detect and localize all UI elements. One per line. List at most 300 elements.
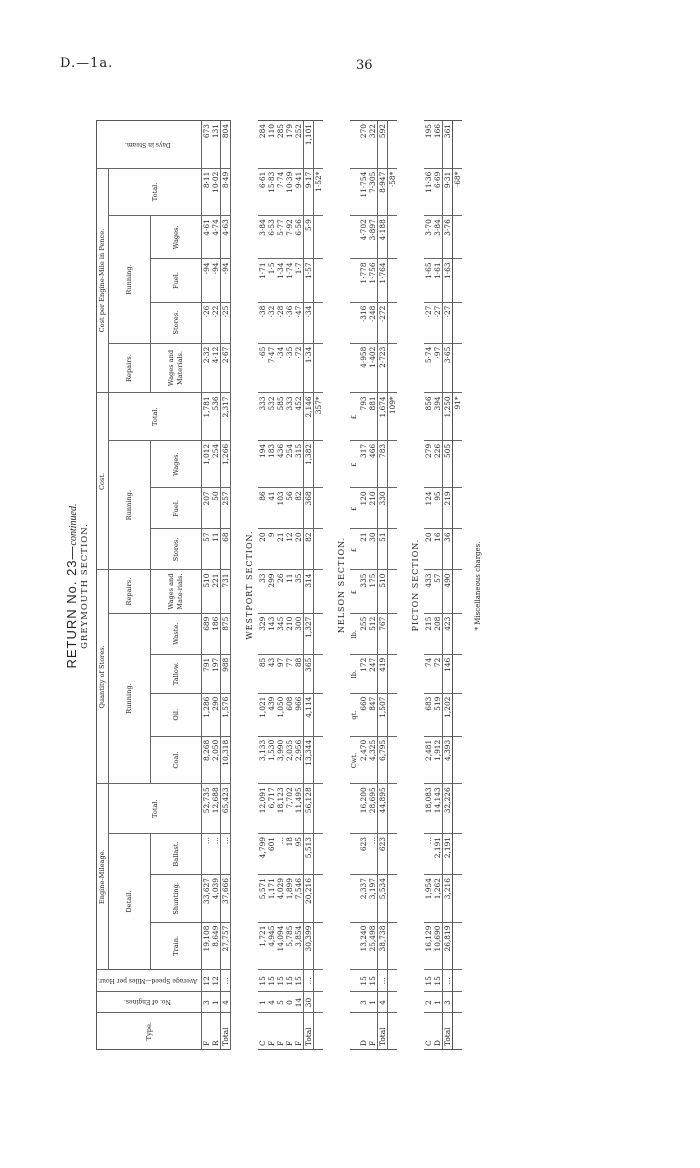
- unit-cell: [350, 922, 359, 970]
- total-row-cell: 3·76: [442, 216, 452, 259]
- table-row-cell: ·316: [359, 302, 368, 343]
- total-row-cell: 804: [221, 121, 231, 169]
- table-row-cell: 333: [258, 393, 267, 441]
- total-sub-row-label: [387, 1013, 397, 1050]
- total-row: [221, 121, 231, 1050]
- table-row-cell: 1·34: [276, 259, 285, 302]
- table-row-cell: 16,200: [359, 784, 368, 834]
- table-row: [433, 121, 443, 1050]
- table-row-cell: 143: [267, 613, 276, 654]
- total-row-cell: ·272: [377, 302, 387, 343]
- total-row-cell: 361: [442, 121, 452, 169]
- unit-cell: [350, 343, 359, 393]
- table-row-cell: 10·02: [211, 168, 221, 216]
- table-row-cell: 1,530: [267, 736, 276, 784]
- table-row-cell: 608: [285, 693, 294, 736]
- table-row-cell: 856: [424, 393, 433, 441]
- group-engine-mileage: Engine-Mileage.: [97, 784, 109, 970]
- total-sub-row-cell: 91*: [452, 393, 462, 441]
- table-row-cell: 847: [368, 693, 378, 736]
- table-row-cell: ·28: [276, 302, 285, 343]
- total-row-cell: 875: [221, 613, 231, 654]
- table-row-cell: 11,495: [294, 784, 304, 834]
- table-row-cell: 2,035: [285, 736, 294, 784]
- total-sub-row-cell: 109*: [387, 393, 397, 441]
- table-row-cell: 33: [258, 570, 267, 613]
- table-row-cell: 19,108: [202, 922, 211, 970]
- table-row: [285, 121, 294, 1050]
- table-row-label: D: [433, 1013, 443, 1050]
- total-row-cell: 257: [221, 488, 231, 529]
- spacer: [397, 121, 405, 1050]
- table-row-cell: 6·69: [433, 168, 443, 216]
- table-body: [202, 121, 470, 1050]
- total-row-cell: 38,738: [377, 922, 387, 970]
- table-row-cell: 1,899: [285, 875, 294, 923]
- title-italic: continued.: [68, 503, 79, 546]
- total-sub-row-cell: [452, 259, 462, 302]
- table-row-cell: 7,546: [294, 875, 304, 923]
- total-sub-row-cell: [313, 488, 323, 529]
- total-row-cell: ...: [221, 834, 231, 875]
- total-sub-row-cell: [452, 970, 462, 992]
- total-sub-row-cell: [387, 922, 397, 970]
- unit-cell: [350, 216, 359, 259]
- table-row-cell: 1·74: [285, 259, 294, 302]
- table-row-cell: 194: [258, 440, 267, 488]
- unit-cell: [350, 121, 359, 169]
- table-row-cell: 8·11: [202, 168, 211, 216]
- table-row-cell: 5,571: [258, 875, 267, 923]
- total-sub-row-cell: [387, 693, 397, 736]
- group-cost: Cost.: [97, 393, 109, 570]
- unit-cell: [350, 302, 359, 343]
- table-row-cell: 2,481: [424, 736, 433, 784]
- total-row-label: Total: [303, 1013, 313, 1050]
- total-sub-row-cell: [387, 784, 397, 834]
- unit-cell: £: [350, 393, 359, 441]
- table-row-cell: 12,688: [211, 784, 221, 834]
- total-row-cell: 1·57: [303, 259, 313, 302]
- table-row-cell: 10,690: [433, 922, 443, 970]
- total-row-cell: 1,507: [377, 693, 387, 736]
- table-row-cell: 41: [267, 488, 276, 529]
- total-row-cell: 1,576: [221, 693, 231, 736]
- total-row-cell: 30: [303, 991, 313, 1013]
- table-row: [424, 121, 433, 1050]
- table-row-cell: 1·71: [258, 259, 267, 302]
- table-row-cell: 439: [267, 693, 276, 736]
- col-cpm-wages: Wages.: [151, 216, 202, 259]
- total-sub-row-cell: [313, 693, 323, 736]
- table-title: [64, 116, 79, 1056]
- table-row-cell: ·65: [258, 343, 267, 393]
- total-sub-row-cell: [313, 216, 323, 259]
- col-coal: Coal.: [151, 736, 202, 784]
- rotated-table-block: [60, 116, 660, 1056]
- unit-cell: [350, 259, 359, 302]
- total-row-cell: 5,513: [303, 834, 313, 875]
- total-sub-row-cell: [387, 613, 397, 654]
- section-heading: [405, 121, 424, 1050]
- table-row-cell: 16,129: [424, 922, 433, 970]
- table-row-cell: 6·53: [267, 216, 276, 259]
- group-quantity-stores: Quantity of Stores.: [97, 570, 109, 784]
- table-row-cell: 2·32: [202, 343, 211, 393]
- total-row: [377, 121, 387, 1050]
- table-row-cell: 510: [202, 570, 211, 613]
- table-row-cell: 16: [433, 529, 443, 570]
- table-row-cell: ...: [368, 834, 378, 875]
- total-sub-row-cell: [452, 736, 462, 784]
- table-row: [211, 121, 221, 1050]
- table-row-cell: 1: [258, 991, 267, 1013]
- table-row: [258, 121, 267, 1050]
- table-row-cell: 791: [202, 654, 211, 693]
- table-row-cell: ·36: [285, 302, 294, 343]
- table-row-cell: 1: [433, 991, 443, 1013]
- total-row-cell: ...: [442, 970, 452, 992]
- table-row-cell: 1: [368, 991, 378, 1013]
- table-row-cell: 11: [211, 529, 221, 570]
- table-row-cell: 15: [267, 970, 276, 992]
- spacer: [323, 121, 331, 1050]
- table-row-cell: 215: [424, 613, 433, 654]
- table-row-cell: 57: [433, 570, 443, 613]
- table-row-cell: 322: [368, 121, 378, 169]
- total-row-cell: 2,317: [221, 393, 231, 441]
- total-row-cell: 56,128: [303, 784, 313, 834]
- total-row-cell: 37,666: [221, 875, 231, 923]
- table-row-cell: 255: [359, 613, 368, 654]
- table-row: [202, 121, 211, 1050]
- table-row-cell: 285: [276, 121, 285, 169]
- total-row-cell: 365: [303, 654, 313, 693]
- table-row-cell: 673: [202, 121, 211, 169]
- table-row-cell: 210: [285, 613, 294, 654]
- table-row-cell: 8,268: [202, 736, 211, 784]
- total-sub-row-cell: [452, 570, 462, 613]
- table-row-cell: 172: [359, 654, 368, 693]
- col-type: Type.: [97, 1013, 202, 1050]
- total-row-label: Total: [442, 1013, 452, 1050]
- table-row-cell: 88: [294, 654, 304, 693]
- table-row-cell: 2,470: [359, 736, 368, 784]
- total-row: [442, 121, 452, 1050]
- total-sub-row-cell: [387, 991, 397, 1013]
- group-cpm-running: Running.: [109, 216, 151, 343]
- table-row-cell: 3·897: [368, 216, 378, 259]
- total-sub-row-cell: [387, 834, 397, 875]
- table-row-cell: 4·958: [359, 343, 368, 393]
- total-row-cell: 783: [377, 440, 387, 488]
- table-row-cell: 601: [267, 834, 276, 875]
- table-row-label: F: [285, 1013, 294, 1050]
- total-row-cell: 3·65: [442, 343, 452, 393]
- total-sub-row-cell: [452, 654, 462, 693]
- table-row-cell: 270: [359, 121, 368, 169]
- table-row-cell: 660: [359, 693, 368, 736]
- unit-cell: lb.: [350, 613, 359, 654]
- total-sub-row-cell: [387, 654, 397, 693]
- total-row-cell: 330: [377, 488, 387, 529]
- table-row-cell: 131: [211, 121, 221, 169]
- unit-cell: [350, 168, 359, 216]
- total-row-cell: 1,266: [221, 440, 231, 488]
- group-qty-running: Running.: [109, 613, 151, 784]
- table-row-cell: 6,717: [267, 784, 276, 834]
- section-heading-row: [331, 121, 350, 1050]
- unit-cell: lb.: [350, 654, 359, 693]
- table-row-cell: 175: [368, 570, 378, 613]
- return-table: [96, 120, 470, 1050]
- table-row-cell: 21: [276, 529, 285, 570]
- table-row-cell: 7,702: [285, 784, 294, 834]
- table-row-cell: 3,197: [368, 875, 378, 923]
- table-row-cell: 247: [368, 654, 378, 693]
- total-sub-row-label: [313, 1013, 323, 1050]
- spacer: [462, 121, 470, 1050]
- table-row-cell: 15: [424, 970, 433, 992]
- section-heading-row: [405, 121, 424, 1050]
- table-row-cell: 519: [433, 693, 443, 736]
- total-row-cell: 68: [221, 529, 231, 570]
- total-sub-row: [313, 121, 323, 1050]
- table-row-cell: 3·84: [258, 216, 267, 259]
- table-row-cell: ...: [202, 834, 211, 875]
- table-row-cell: ·94: [202, 259, 211, 302]
- table-row-cell: 56: [285, 488, 294, 529]
- total-sub-row-cell: [387, 440, 397, 488]
- table-row-cell: 1,171: [267, 875, 276, 923]
- col-oil: Oil.: [151, 693, 202, 736]
- table-row-cell: ·72: [294, 343, 304, 393]
- table-row-cell: 97: [276, 654, 285, 693]
- unit-cell: £: [350, 529, 359, 570]
- table-row-cell: 226: [433, 440, 443, 488]
- total-row-label: Total: [221, 1013, 231, 1050]
- total-row-cell: 1,674: [377, 393, 387, 441]
- table-row-cell: 1,021: [258, 693, 267, 736]
- total-row-cell: 731: [221, 570, 231, 613]
- page-header-left: D.—1a.: [60, 56, 114, 71]
- table-row-cell: 43: [267, 654, 276, 693]
- table-row-cell: 1,050: [276, 693, 285, 736]
- total-sub-row-cell: [313, 343, 323, 393]
- table-row-cell: 9: [267, 529, 276, 570]
- total-sub-row-cell: [387, 343, 397, 393]
- table-row-cell: 2,956: [294, 736, 304, 784]
- table-row-cell: 4,039: [211, 875, 221, 923]
- table-row-cell: 433: [424, 570, 433, 613]
- total-sub-row-cell: [452, 302, 462, 343]
- table-row-label: F: [267, 1013, 276, 1050]
- table-row-cell: 28,695: [368, 784, 378, 834]
- total-row-cell: 1,382: [303, 440, 313, 488]
- total-row-cell: 623: [377, 834, 387, 875]
- table-row-label: C: [258, 1013, 267, 1050]
- total-sub-row-cell: [313, 784, 323, 834]
- total-row-label: Total: [377, 1013, 387, 1050]
- table-row-cell: 5·74: [424, 343, 433, 393]
- table-row-cell: 466: [368, 440, 378, 488]
- table-row-cell: 1,286: [202, 693, 211, 736]
- table-row-cell: 8,649: [211, 922, 221, 970]
- total-sub-row-cell: [313, 834, 323, 875]
- total-row-cell: 13,344: [303, 736, 313, 784]
- table-row-cell: ·27: [433, 302, 443, 343]
- table-row-cell: 1·778: [359, 259, 368, 302]
- table-row-cell: 284: [258, 121, 267, 169]
- table-row-cell: 110: [267, 121, 276, 169]
- total-row-cell: 1·63: [442, 259, 452, 302]
- table-row-cell: 30: [368, 529, 378, 570]
- group-qty-repairs: Repairs.: [109, 570, 151, 613]
- total-sub-row-cell: [313, 875, 323, 923]
- table-row-cell: 50: [211, 488, 221, 529]
- table-row-cell: 536: [211, 393, 221, 441]
- table-row-cell: 11·754: [359, 168, 368, 216]
- col-cost-total: Total.: [109, 393, 202, 441]
- table-row-cell: 197: [211, 654, 221, 693]
- table-row-cell: 103: [276, 488, 285, 529]
- table-row-cell: 166: [433, 121, 443, 169]
- table-row-cell: ·47: [294, 302, 304, 343]
- table-row-cell: 9·41: [294, 168, 304, 216]
- total-row-cell: 51: [377, 529, 387, 570]
- table-row-cell: 7·305: [368, 168, 378, 216]
- col-fuel: Fuel.: [151, 488, 202, 529]
- table-row-cell: 14,143: [433, 784, 443, 834]
- table-row-cell: ·32: [267, 302, 276, 343]
- total-sub-row-cell: ·68*: [452, 168, 462, 216]
- total-row-cell: 8·947: [377, 168, 387, 216]
- total-row-cell: 510: [377, 570, 387, 613]
- col-cpm-fuel: Fuel.: [151, 259, 202, 302]
- total-row-cell: 4,114: [303, 693, 313, 736]
- table-row-cell: 966: [294, 693, 304, 736]
- col-shunting: Shunting.: [151, 875, 202, 923]
- table-row-cell: 452: [294, 393, 304, 441]
- col-mileage-total: Total.: [109, 784, 202, 834]
- total-sub-row-cell: 1·52*: [313, 168, 323, 216]
- table-row-cell: 21: [359, 529, 368, 570]
- table-row-cell: 195: [424, 121, 433, 169]
- col-cpm-total: Total.: [109, 168, 202, 216]
- table-row-cell: 35: [294, 570, 304, 613]
- table-row-cell: 12: [202, 970, 211, 992]
- table-row-cell: 6·61: [258, 168, 267, 216]
- group-cost-running: Running.: [109, 440, 151, 570]
- table-row-cell: 1,012: [202, 440, 211, 488]
- table-row-cell: 329: [258, 613, 267, 654]
- table-row-cell: 57: [202, 529, 211, 570]
- col-tallow: Tallow.: [151, 654, 202, 693]
- table-row-cell: 82: [294, 488, 304, 529]
- total-sub-row-cell: [313, 970, 323, 992]
- col-train: Train.: [151, 922, 202, 970]
- table-row-cell: ·34: [276, 343, 285, 393]
- table-row-cell: 3·84: [433, 216, 443, 259]
- table-row-cell: 85: [258, 654, 267, 693]
- table-row-cell: 4,799: [258, 834, 267, 875]
- total-row-cell: 1·764: [377, 259, 387, 302]
- footnote: * Miscellaneous charges.: [473, 541, 482, 631]
- table-row-cell: 15: [258, 970, 267, 992]
- table-row-cell: 207: [202, 488, 211, 529]
- table-row-cell: 11: [285, 570, 294, 613]
- table-row-cell: 18,083: [424, 784, 433, 834]
- table-row-cell: 3: [359, 991, 368, 1013]
- total-row-cell: 592: [377, 121, 387, 169]
- table-row-cell: 124: [424, 488, 433, 529]
- total-sub-row-cell: [452, 440, 462, 488]
- table-row-cell: 20: [424, 529, 433, 570]
- unit-cell: [350, 1013, 359, 1050]
- unit-cell: qt.: [350, 693, 359, 736]
- table-row-cell: 18,123: [276, 784, 285, 834]
- total-row-cell: 219: [442, 488, 452, 529]
- total-sub-row-cell: [452, 834, 462, 875]
- unit-cell: [350, 834, 359, 875]
- col-waste: Waste.: [151, 613, 202, 654]
- total-row-cell: 3: [442, 991, 452, 1013]
- table-row-cell: 1,721: [258, 922, 267, 970]
- table-row-cell: 317: [359, 440, 368, 488]
- total-sub-row-label: [452, 1013, 462, 1050]
- table-row-cell: ·97: [433, 343, 443, 393]
- table-row-cell: 2,337: [359, 875, 368, 923]
- total-sub-row-cell: [452, 216, 462, 259]
- table-row-cell: 1,912: [433, 736, 443, 784]
- table-row-label: F: [276, 1013, 285, 1050]
- table-row-cell: 2,050: [211, 736, 221, 784]
- total-row-cell: 30,399: [303, 922, 313, 970]
- table-row-cell: 683: [424, 693, 433, 736]
- table-row: [294, 121, 304, 1050]
- table-row-cell: 279: [424, 440, 433, 488]
- total-sub-row-cell: [387, 529, 397, 570]
- total-sub-row-cell: [452, 784, 462, 834]
- table-row-cell: 15: [359, 970, 368, 992]
- total-row-cell: 2·67: [221, 343, 231, 393]
- total-sub-row-cell: [387, 570, 397, 613]
- col-wages: Wages.: [151, 440, 202, 488]
- total-sub-row-cell: [313, 570, 323, 613]
- table-row-label: F: [294, 1013, 304, 1050]
- table-row-cell: 7·74: [276, 168, 285, 216]
- table-row-label: F: [368, 1013, 378, 1050]
- total-row: [303, 121, 313, 1050]
- table-row-cell: ...: [211, 834, 221, 875]
- total-sub-row-cell: [313, 736, 323, 784]
- total-row-cell: ...: [221, 970, 231, 992]
- table-row-cell: 12: [285, 529, 294, 570]
- total-row-cell: 3,216: [442, 875, 452, 923]
- table-row-cell: 436: [276, 440, 285, 488]
- table-row-cell: 1,781: [202, 393, 211, 441]
- table-row-cell: 4·12: [211, 343, 221, 393]
- table-row-cell: 14: [294, 991, 304, 1013]
- table-row-cell: 1·7: [294, 259, 304, 302]
- total-row-cell: 419: [377, 654, 387, 693]
- table-row-cell: 1,954: [424, 875, 433, 923]
- table-row-cell: 186: [211, 613, 221, 654]
- table-row: [276, 121, 285, 1050]
- table-row-cell: 333: [285, 393, 294, 441]
- table-row-cell: 1·402: [368, 343, 378, 393]
- table-row-cell: 20: [294, 529, 304, 570]
